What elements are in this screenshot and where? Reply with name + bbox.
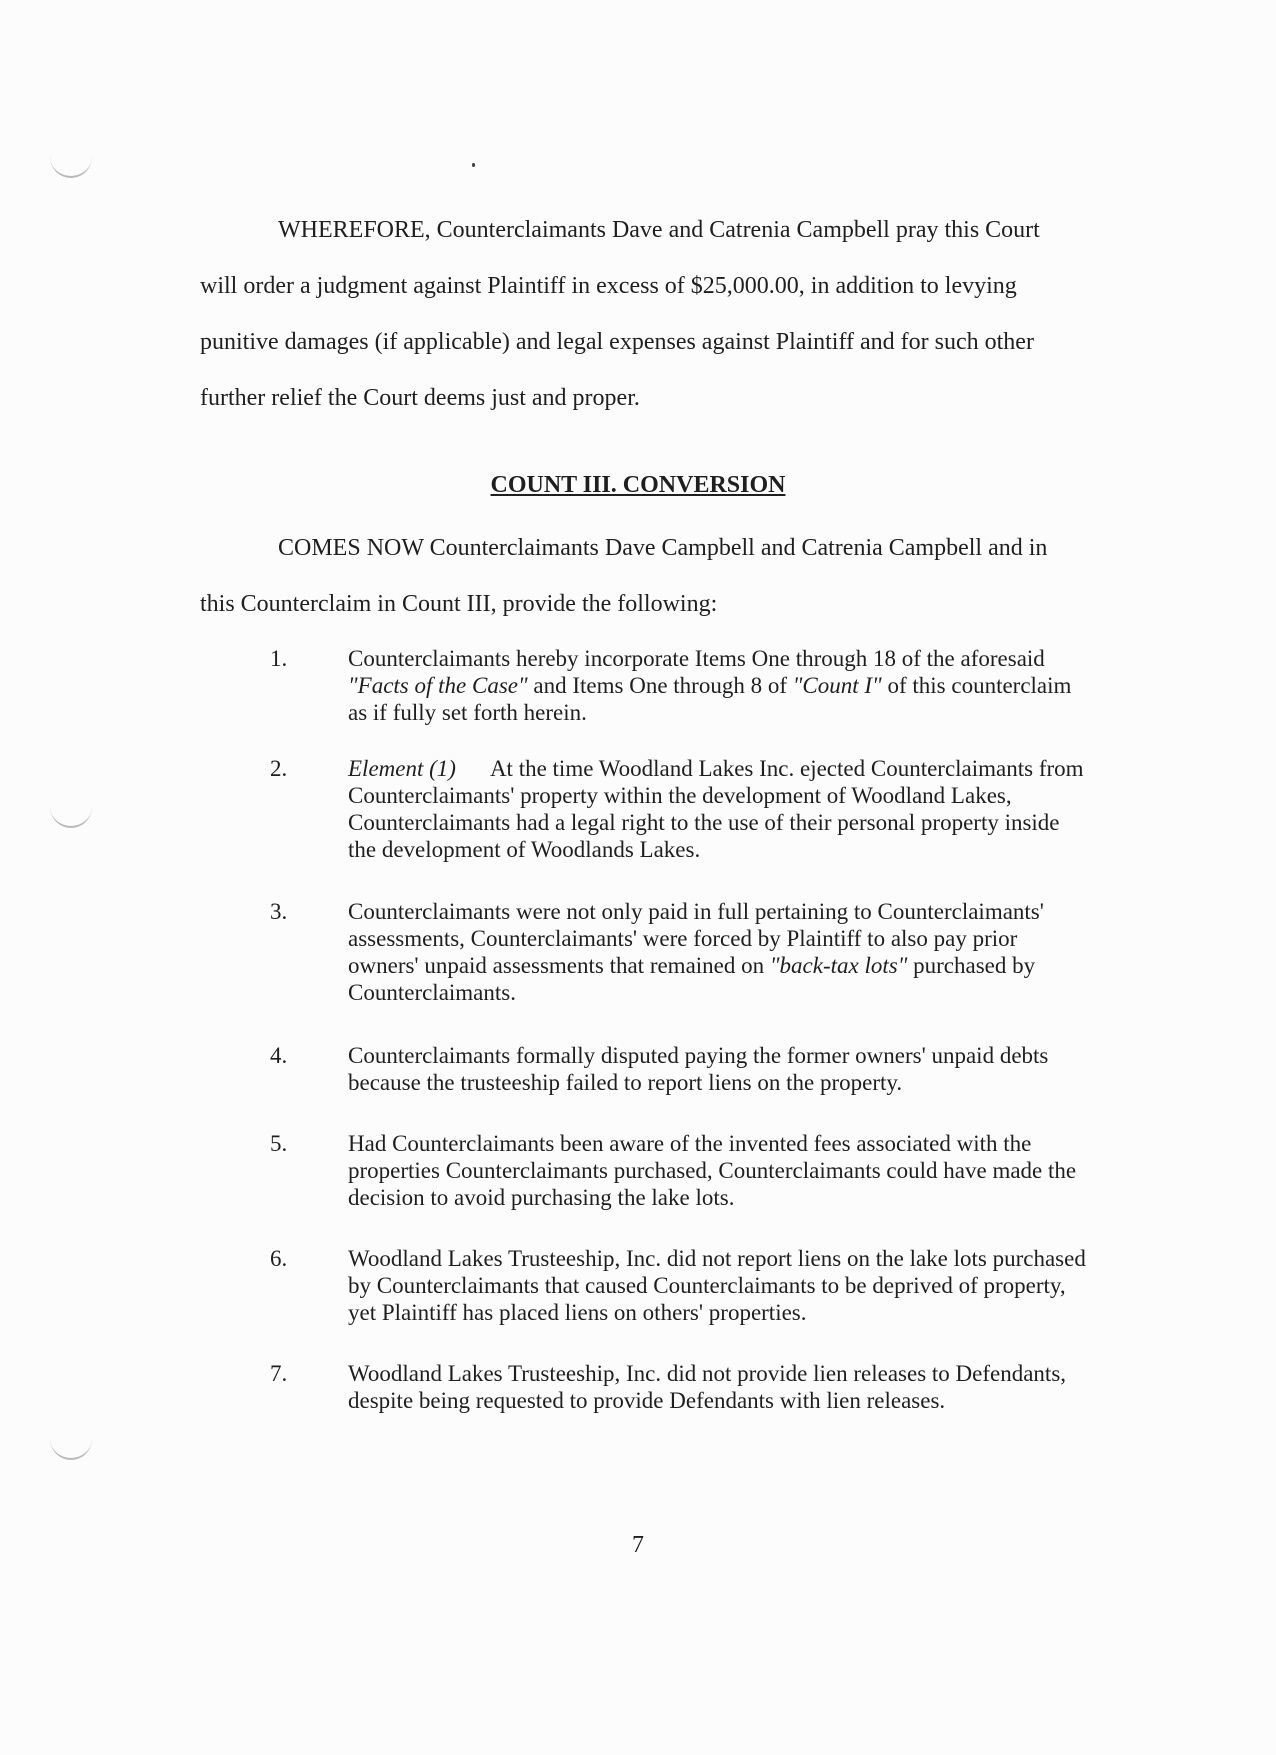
item-text-italic: "back-tax lots" (769, 953, 908, 978)
item-text: Had Counterclaimants been aware of the invented fees associated with the properties Counterclaimants purchased, Counterclaimants could have made the decision to avoid purchasing the lake lots. (348, 1131, 1077, 1210)
item-text (348, 645, 1088, 726)
item-text-italic: "Facts of the Case" (348, 673, 528, 698)
wherefore-paragraph (200, 202, 1080, 426)
item-number: 6. (270, 1246, 288, 1271)
page-number: 7 (632, 1532, 644, 1558)
item-text-part: of this counterclaim as if fully set forth herein. (348, 673, 1072, 725)
item-text-part: At the time Woodland Lakes Inc. ejected Counterclaimants from Counterclaimants' property within the development of Woodland Lakes, Counterclaimants had a legal right to the use of their personal property inside the development of Woodlands Lakes. (348, 756, 1084, 862)
item-text-italic: "Count I" (792, 673, 882, 698)
binder-hole-mark (50, 1432, 92, 1460)
wherefore-text: WHEREFORE, Counterclaimants Dave and Catrenia Campbell pray this Court will order a judgment against Plaintiff in excess of $25,000.00, in addition to levying punitive damages (if applicable) and legal expenses against Plaintiff and for such other further relief the Court deems just and proper. (200, 217, 1040, 411)
binder-hole-mark (50, 150, 92, 178)
item-text-italic: Element (1) (348, 756, 456, 781)
item-number: 5. (270, 1131, 288, 1156)
item-text: Woodland Lakes Trusteeship, Inc. did not report liens on the lake lots purchased by Counterclaimants that caused Counterclaimants to be deprived of property, yet Plaintiff has placed liens on others' properties. (348, 1246, 1086, 1325)
item-text-part: Counterclaimants hereby incorporate Items One through 18 of the aforesaid (348, 646, 1045, 671)
item-text-part: and Items One through 8 of (527, 673, 793, 698)
binder-hole-mark (50, 800, 92, 828)
count-heading: COUNT III. CONVERSION (490, 472, 786, 498)
item-text-part: purchased by Counterclaimants. (348, 953, 1036, 1005)
stray-mark (472, 163, 475, 167)
item-text (348, 898, 1088, 1006)
comes-now-paragraph (200, 520, 1080, 632)
item-text: Counterclaimants formally disputed paying the former owners' unpaid debts because the trusteeship failed to report liens on the property. (348, 1043, 1049, 1095)
item-number: 3. (270, 899, 288, 924)
item-text-part: Counterclaimants were not only paid in full pertaining to Counterclaimants' assessments, Counterclaimants' were forced by Plaintiff to also pay prior owners' unpaid assessments that remained on (348, 899, 1044, 978)
item-number: 4. (270, 1043, 288, 1068)
item-number: 1. (270, 646, 288, 671)
item-number: 7. (270, 1361, 288, 1386)
item-text: Woodland Lakes Trusteeship, Inc. did not provide lien releases to Defendants, despite being requested to provide Defendants with lien releases. (348, 1361, 1067, 1413)
comes-now-text: COMES NOW Counterclaimants Dave Campbell and Catrenia Campbell and in this Counterclaim in Count III, provide the following: (200, 535, 1048, 617)
item-number: 2. (270, 756, 288, 781)
item-text (348, 755, 1088, 863)
